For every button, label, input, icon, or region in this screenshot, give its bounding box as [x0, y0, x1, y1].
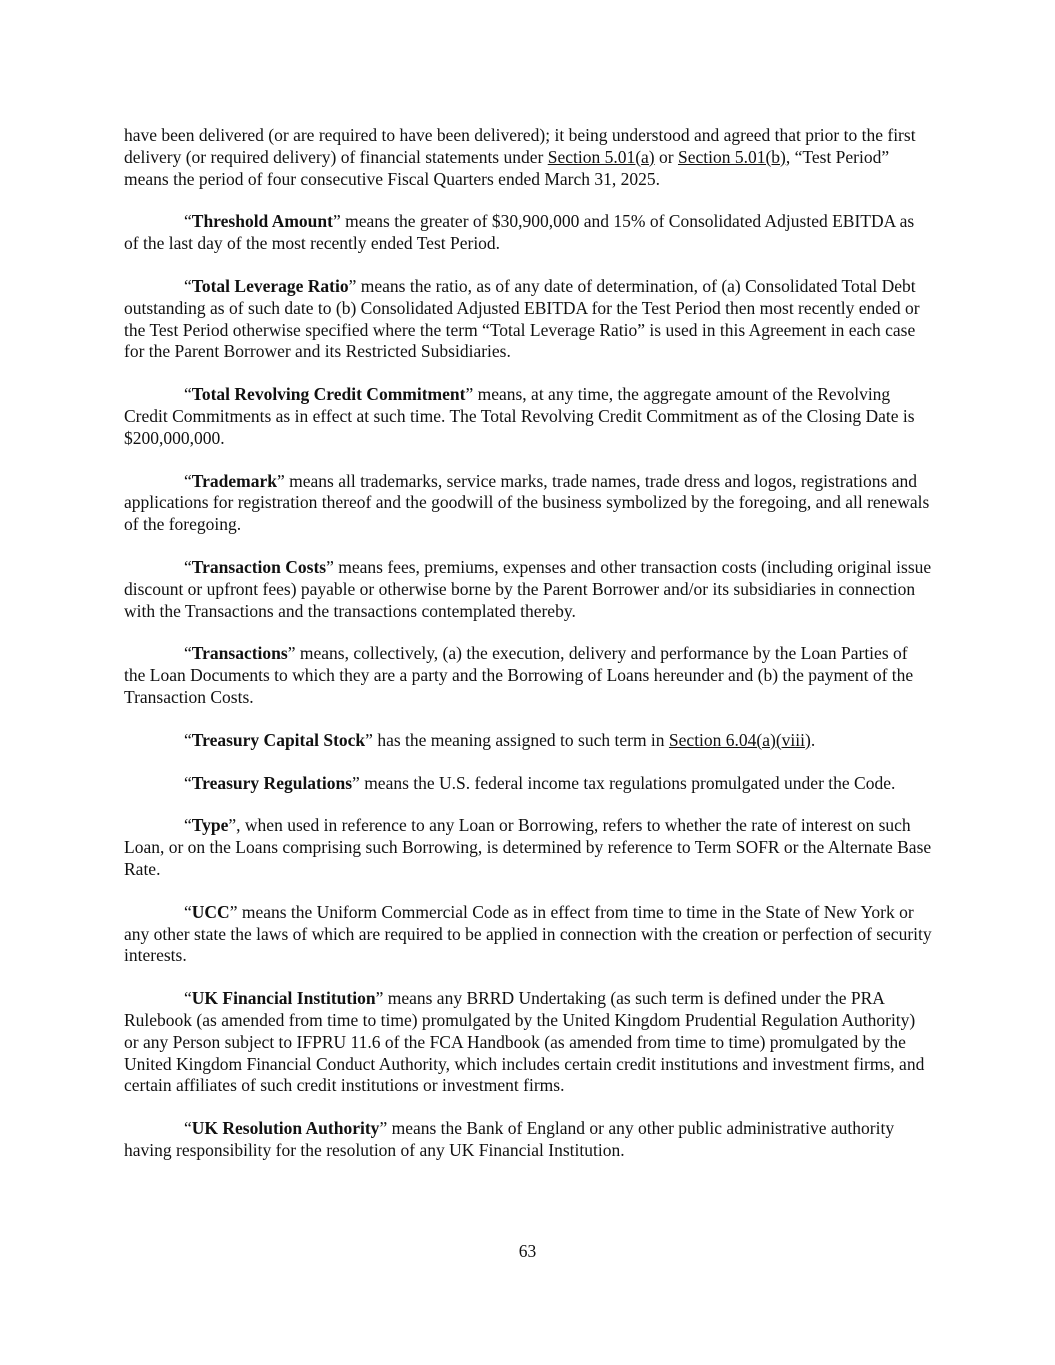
page-number: 63 — [518, 1241, 537, 1261]
intro-text: have been delivered (or are required to have been delivered); it being understood and agreed that prior to the first delivery (or required delivery) of financial statements under — [124, 125, 916, 167]
defined-term: Total Leverage Ratio — [191, 275, 349, 296]
definition-text: ” means the ratio, as of any date of determination, of (a) Consolidated Total Debt outstanding as of such date to (b) Consolidated Adjusted EBITDA for the Test Period then most recently ended or the Test Period otherwise specified where the term “Total Leverage Ratio” is used in this Agreement in each case for the Parent Borrower and its Restricted Subsidiaries. — [124, 275, 920, 362]
definition-text: ”, when used in reference to any Loan or Borrowing, refers to whether the rate of interest on such Loan, or on the Loans comprising such Borrowing, is determined by reference to Term SOFR or the Alternate Base Rate. — [124, 815, 932, 879]
open-quote: “ — [184, 643, 192, 664]
definition-text: ” means all trademarks, service marks, trade names, trade dress and logos, registrations and applications for registration thereof and the goodwill of the business symbolized by the foregoing, and all renewals of the foregoing. — [124, 470, 930, 535]
open-quote: “ — [184, 901, 192, 922]
open-quote: “ — [184, 275, 192, 296]
defined-term: UK Financial Institution — [191, 988, 376, 1009]
open-quote: “ — [184, 556, 192, 577]
definition-total-leverage-ratio — [124, 276, 932, 363]
definition-text: ” means the U.S. federal income tax regulations promulgated under the Code. — [352, 772, 896, 793]
defined-term: Treasury Regulations — [191, 772, 353, 793]
definition-text: ” means the Bank of England or any other public administrative authority having responsibility for the resolution of any UK Financial Institution. — [124, 1118, 895, 1160]
intro-paragraph — [124, 125, 932, 190]
definition-text: ” means the Uniform Commercial Code as in effect from time to time in the State of New York or any other state the laws of which are required to be applied in connection with the creation or perfection of security interests. — [124, 901, 932, 966]
definition-treasury-regulations — [124, 773, 932, 795]
definition-text: ” means any BRRD Undertaking (as such term is defined under the PRA Rulebook (as amended from time to time) promulgated by the United Kingdom Prudential Regulation Authority) or any Person subject to IFPRU 11.6 of the FCA Handbook (as amended from time to time) promulgated by the United Kingdom Financial Conduct Authority, which includes certain credit institutions and investment firms, and certain affiliates of such credit institutions or investment firms. — [124, 988, 925, 1096]
defined-term: Transaction Costs — [191, 556, 327, 577]
definition-text: ” means the greater of $30,900,000 and 15% of Consolidated Adjusted EBITDA as of the last day of the most recently ended Test Period. — [124, 211, 915, 254]
intro-text: , “Test Period” means the period of four consecutive Fiscal Quarters ended March 31, 2025. — [124, 146, 890, 189]
definition-text: ” means, collectively, (a) the execution, delivery and performance by the Loan Parties of the Loan Documents to which they are a party and the Borrowing of Loans hereunder and (b) the payment of the Transaction Costs. — [124, 643, 914, 707]
section-5-01b-link[interactable]: Section 5.01(b) — [677, 146, 786, 167]
definition-text: ” means fees, premiums, expenses and other transaction costs (including original issue discount or upfront fees) payable or otherwise borne by the Parent Borrower and/or its subsidiaries in connection with the Transactions and the transactions contemplated thereby. — [124, 556, 932, 621]
document-body — [124, 125, 932, 1183]
definition-threshold-amount — [124, 211, 932, 255]
defined-term: Transactions — [191, 643, 288, 664]
definition-text: ” has the meaning assigned to such term in — [365, 729, 669, 750]
open-quote: “ — [184, 1118, 192, 1139]
definition-uk-resolution-authority — [124, 1118, 932, 1162]
open-quote: “ — [184, 772, 192, 793]
definition-transaction-costs — [124, 557, 932, 622]
definition-treasury-capital-stock — [124, 730, 932, 752]
definition-uk-financial-institution — [124, 988, 932, 1097]
defined-term: Trademark — [191, 470, 277, 491]
open-quote: “ — [184, 470, 192, 491]
section-5-01a-link[interactable]: Section 5.01(a) — [547, 146, 655, 167]
definition-text: ” means, at any time, the aggregate amount of the Revolving Credit Commitments as in effect at such time. The Total Revolving Credit Commitment as of the Closing Date is $200,000,000. — [124, 384, 915, 448]
definition-trademark — [124, 471, 932, 536]
defined-term: Total Revolving Credit Commitment — [191, 384, 466, 405]
definition-ucc — [124, 902, 932, 967]
defined-term: Threshold Amount — [191, 211, 333, 232]
open-quote: “ — [184, 211, 192, 232]
open-quote: “ — [184, 384, 192, 405]
open-quote: “ — [184, 729, 192, 750]
definition-transactions — [124, 643, 932, 708]
open-quote: “ — [184, 988, 192, 1009]
defined-term: Treasury Capital Stock — [191, 729, 366, 750]
open-quote: “ — [184, 815, 192, 836]
definition-total-revolving-credit-commitment — [124, 384, 932, 449]
defined-term: Type — [191, 815, 229, 836]
defined-term: UK Resolution Authority — [191, 1118, 380, 1139]
definition-type — [124, 815, 932, 880]
intro-text: or — [654, 146, 678, 167]
defined-term: UCC — [191, 901, 230, 922]
definition-tail: . — [810, 729, 816, 750]
section-6-04-a-viii-link[interactable]: Section 6.04(a)(viii) — [668, 729, 811, 750]
